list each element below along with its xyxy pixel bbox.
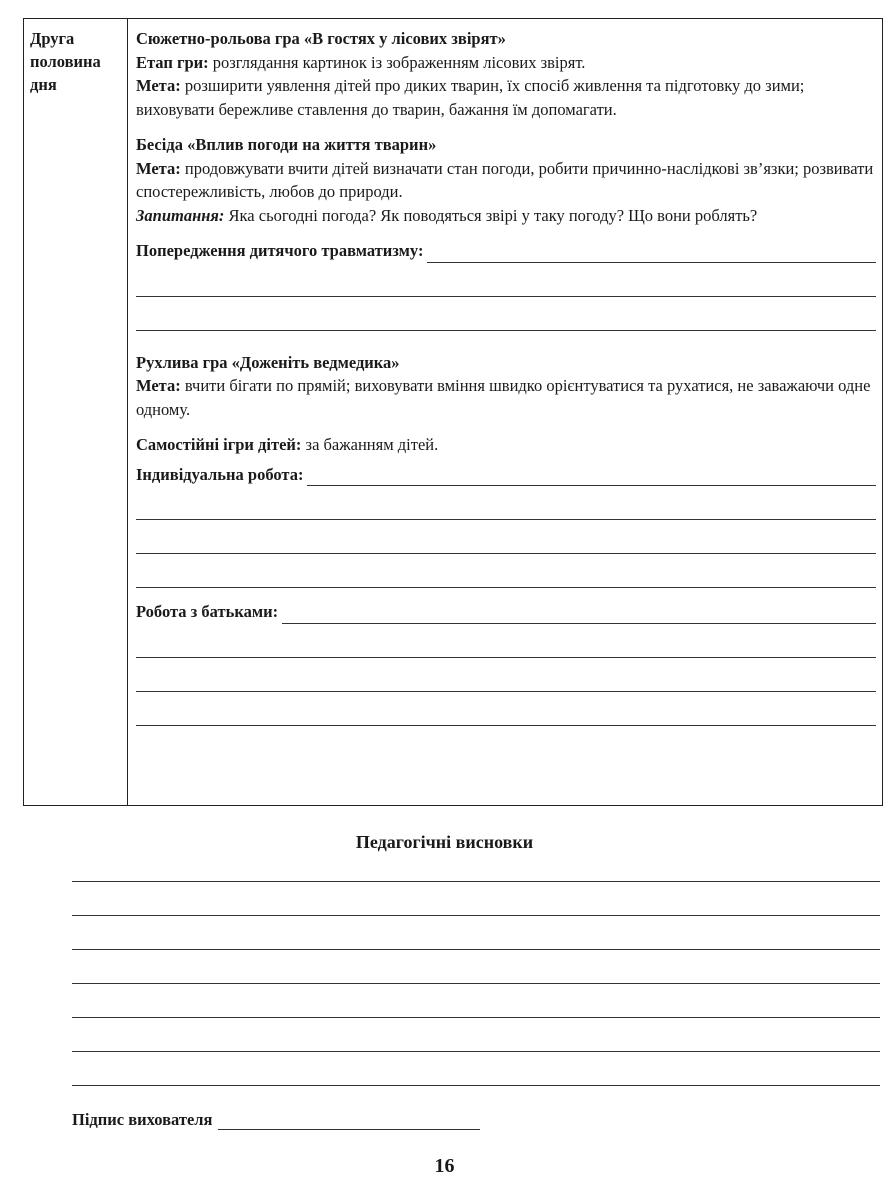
individual-work-line-4[interactable]: [136, 554, 876, 588]
roleplay-stage: [136, 51, 876, 75]
roleplay-goal: [136, 74, 876, 121]
talk-questions: [136, 204, 876, 228]
individual-work-line-3[interactable]: [136, 520, 876, 554]
outdoor-game-goal-text: вчити бігати по прямій; виховувати вміння швидко орієнтуватися та рухатися, не заважаючи одне одному.: [136, 376, 871, 419]
injury-prevention-line-3[interactable]: [136, 297, 876, 331]
conclusions-line[interactable]: [72, 882, 880, 916]
injury-prevention-blank[interactable]: [427, 245, 876, 263]
column-divider: [127, 19, 128, 805]
parents-work-line-3[interactable]: [136, 658, 876, 692]
plan-table: [23, 18, 883, 806]
time-of-day-line-1: Друга: [30, 29, 75, 48]
signature-field: [72, 1110, 480, 1130]
parents-work-label: Робота з батьками:: [136, 602, 279, 621]
conclusions-lines: [72, 848, 880, 1086]
conclusions-line[interactable]: [72, 1018, 880, 1052]
conclusions-line[interactable]: [72, 1052, 880, 1086]
conclusions-line[interactable]: [72, 950, 880, 984]
signature-label: Підпис вихователя: [72, 1110, 213, 1129]
parents-work-line-2[interactable]: [136, 624, 876, 658]
signature-blank[interactable]: [218, 1114, 480, 1130]
free-play-label: Самостійні ігри дітей:: [136, 435, 302, 454]
talk-title: Бесіда «Вплив погоди на життя тварин»: [136, 135, 437, 154]
roleplay-stage-label: Етап гри:: [136, 52, 209, 72]
outdoor-game-title: Рухлива гра «Доженіть ведмедика»: [136, 352, 400, 372]
talk-goal: [136, 157, 876, 204]
free-play-text: за бажанням дітей.: [301, 435, 439, 454]
parents-work-blank[interactable]: [282, 606, 876, 624]
activities-cell: [136, 27, 876, 726]
roleplay-title: Сюжетно-рольова гра «В гостях у лісових звірят»: [136, 29, 506, 48]
parents-work-line-4[interactable]: [136, 692, 876, 726]
outdoor-game-goal-label: Мета:: [136, 376, 181, 395]
injury-prevention-label: Попередження дитячого травматизму:: [136, 241, 424, 260]
time-of-day-cell: [30, 27, 125, 96]
injury-prevention-field: [136, 239, 876, 263]
individual-work-field: [136, 463, 876, 487]
talk-question-text: Яка сьогодні погода? Як поводяться звірі у таку погоду? Що вони роблять?: [224, 205, 758, 225]
individual-work-line-2[interactable]: [136, 486, 876, 520]
conclusions-line[interactable]: [72, 984, 880, 1018]
free-play: [136, 433, 876, 457]
talk-goal-text: продовжувати вчити дітей визначати стан погоди, робити причинно-наслідкові зв’язки; розвивати спостережливість, любов до природи.: [136, 158, 874, 201]
talk-question-label: Запитання:: [136, 205, 225, 225]
time-of-day-line-3: дня: [30, 75, 57, 94]
roleplay-stage-text: розглядання картинок із зображенням лісових звірят.: [208, 52, 586, 72]
outdoor-game-goal: [136, 374, 876, 421]
time-of-day-line-2: половина: [30, 52, 101, 71]
individual-work-blank[interactable]: [307, 468, 876, 486]
page-number: 16: [434, 1155, 455, 1177]
injury-prevention-line-2[interactable]: [136, 263, 876, 297]
conclusions-title: Педагогічні висновки: [355, 832, 534, 852]
parents-work-field: [136, 600, 876, 624]
conclusions-line[interactable]: [72, 916, 880, 950]
conclusions-line[interactable]: [72, 848, 880, 882]
roleplay-goal-text: розширити уявлення дітей про диких тварин, їх спосіб живлення та підготовку до зими; виховувати бережливе ставлення до тварин, бажання їм допомагати.: [136, 76, 805, 119]
talk-goal-label: Мета:: [136, 158, 181, 178]
roleplay-goal-label: Мета:: [136, 76, 181, 95]
individual-work-label: Індивідуальна робота:: [136, 464, 304, 484]
